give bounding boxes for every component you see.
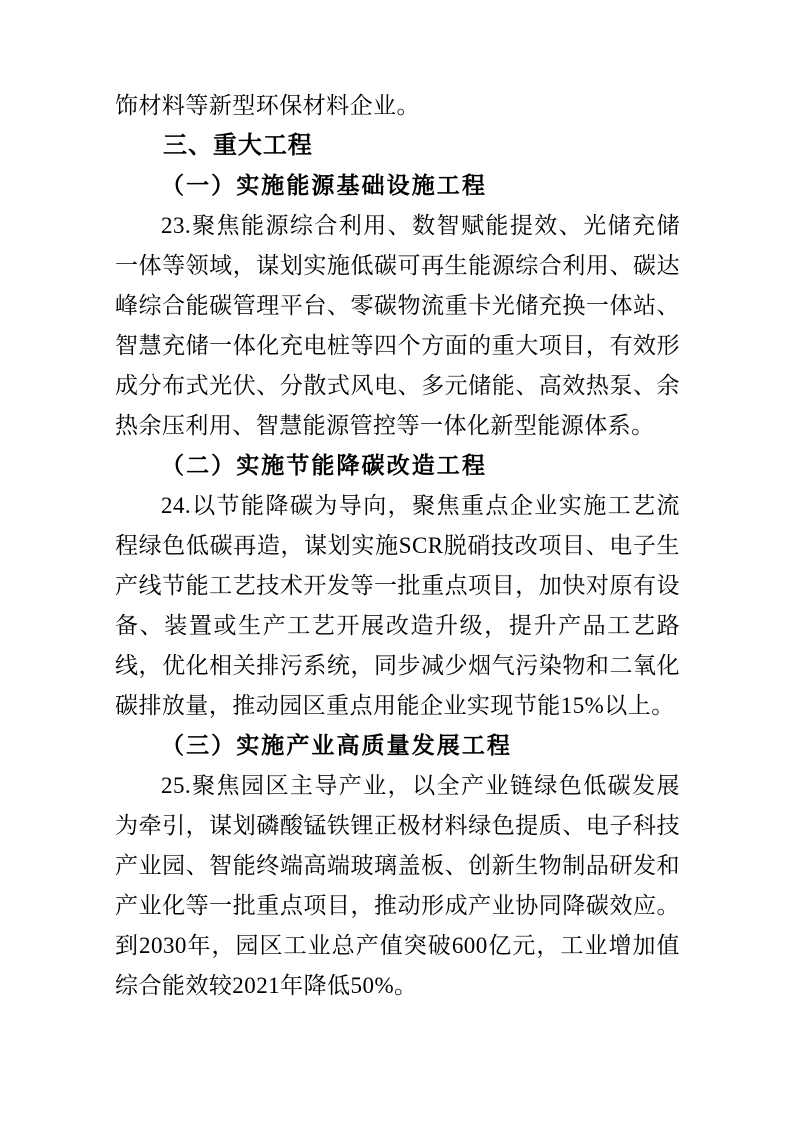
paragraph-item-23: 23.聚焦能源综合利用、数智赋能提效、光储充储一体等领域，谋划实施低碳可再生能源综合利用、碳达峰综合能碳管理平台、零碳物流重卡光储充换一体站、智慧充储一体化充电桩等四个方面的重大项目，有效形成分布式光伏、分散式风电、多元储能、高效热泵、余热余压利用、智慧能源管控等一体化新型能源体系。 — [115, 213, 680, 438]
subsection-heading-industry-high-quality-development: （三）实施产业高质量发展工程 — [161, 733, 512, 758]
paragraph-item-25: 25.聚焦园区主导产业，以全产业链绿色低碳发展为牵引，谋划磷酸锰铁锂正极材料绿色提质、电子科技产业园、智能终端高端玻璃盖板、创新生物制品研发和产业化等一批重点项目，推动形成产业协同降碳效应。到2030年，园区工业总产值突破600亿元，工业增加值综合能效较2021年降低50%。 — [115, 773, 680, 998]
subsection-heading-energy-infrastructure: （一）实施能源基础设施工程 — [161, 173, 487, 198]
paragraph-item-24: 24.以节能降碳为导向，聚焦重点企业实施工艺流程绿色低碳再造，谋划实施SCR脱硝技改项目、电子生产线节能工艺技术开发等一批重点项目，加快对原有设备、装置或生产工艺开展改造升级，提升产品工艺路线，优化相关排污系统，同步减少烟气污染物和二氧化碳排放量，推动园区重点用能企业实现节能15%以上。 — [115, 493, 680, 718]
continuation-paragraph: 饰材料等新型环保材料企业。 — [115, 93, 420, 118]
subsection-heading-energy-saving-retrofit: （二）实施节能降碳改造工程 — [161, 453, 487, 478]
section-heading-major-projects: 三、重大工程 — [163, 132, 313, 159]
